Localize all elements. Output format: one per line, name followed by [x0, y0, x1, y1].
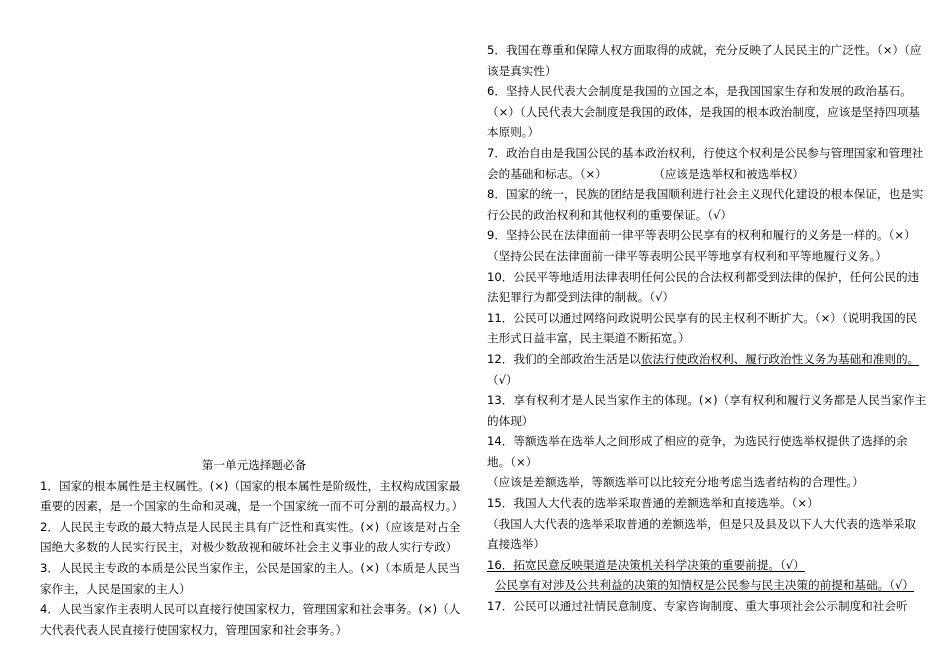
question-item: 11．公民可以通过网络问政说明公民享有的民主权利不断扩大。（×）（说明我国的民主形式日益丰富，民主渠道不断拓宽。）	[487, 310, 918, 346]
question-item: 15．我国人大代表的选举采取普通的差额选举和直接选举。（×）	[487, 496, 819, 511]
question-item-12	[487, 349, 927, 390]
question-item: 13．享有权利才是人民当家作主的体现。(×)（享有权利和履行义务都是人民当家作主的体现）	[487, 393, 927, 428]
question-item: 7．政治自由是我国公民的基本政治权利，行使这个权利是公民参与管理国家和管理社会的基础和标志。（×） （应该是选举权和被选举权）	[487, 145, 924, 181]
question-item: 4．人民当家作主表明人民可以直接行使国家权力，管理国家和社会事务。(×)（人大代表代表人民直接行使国家权力，管理国家和社会事务。）	[40, 602, 461, 637]
question-item: （应该是差额选举，等额选举可以比较充分地考虑当选者结构的合理性。）	[487, 475, 864, 490]
question-item: 10．公民平等地适用法律表明任何公民的合法权利都受到法律的保护，任何公民的违法犯罪行为都受到法律的制裁。（√）	[487, 269, 920, 305]
question-item: 17．公民可以通过社情民意制度、专家咨询制度、重大事项社会公示制度和社会听	[487, 599, 908, 614]
underlined-text: 依法行使政治权利、履行政治性义务为基础和准则的。	[640, 351, 920, 366]
item-text: 12．我们的全部政治生活是以	[487, 351, 641, 366]
question-item: 5．我国在尊重和保障人权方面取得的成就，充分反映了人民民主的广泛性。（×）（应该是真实性）	[487, 43, 922, 78]
question-item: 14．等额选举在选举人之间形成了相应的竞争，为选民行使选举权提供了选择的余地。（×）	[487, 434, 908, 469]
question-item: 8．国家的统一，民族的团结是我国顺利进行社会主义现代化建设的根本保证，也是实行公民的政治权利和其他权利的重要保证。（√）	[487, 187, 924, 222]
right-column	[487, 40, 927, 617]
question-item: 6．坚持人民代表大会制度是我国的立国之本，是我国国家生存和发展的政治基石。（×）（人民代表大会制度是我国的政体，是我国的根本政治制度，应该是坚持四项基本原则。）	[487, 84, 920, 140]
question-item: 2．人民民主专政的最大特点是人民民主具有广泛性和真实性。(×)（应该是对占全国绝大多数的人民实行民主，对极少数敌视和破坏社会主义事业的敌人实行专政）	[40, 519, 461, 555]
question-item-16b: 公民享有对涉及公共利益的决策的知情权是公民参与民主决策的前提和基础。（√）	[495, 578, 914, 593]
section-title: 第一单元选择题必备	[201, 458, 307, 472]
left-column	[40, 455, 468, 640]
question-item: 3．人民民主专政的本质是公民当家作主，公民是国家的主人。(×)（本质是人民当家作主，人民是国家的主人）	[40, 560, 461, 596]
question-item: 9．坚持公民在法律面前一律平等表明公民享有的权利和履行的义务是一样的。（×）（坚持公民在法律面前一律平等表明公民平等地享有权利和平等地履行义务。）	[487, 228, 916, 263]
question-item: （我国人大代表的选举采取普通的差额选举，但是只及县及以下人大代表的选举采取直接选举）	[487, 516, 916, 552]
question-item-16: 16．拓宽民意反映渠道是决策机关科学决策的重要前提。（√）	[487, 557, 805, 572]
answer-mark: （√）	[487, 372, 518, 387]
question-item: 1．国家的根本属性是主权属性。(×)（国家的根本属性是阶级性，主权构成国家最重要的因素，是一个国家的生命和灵魂，是一个国家统一而不可分割的最高权力。）	[40, 478, 464, 514]
